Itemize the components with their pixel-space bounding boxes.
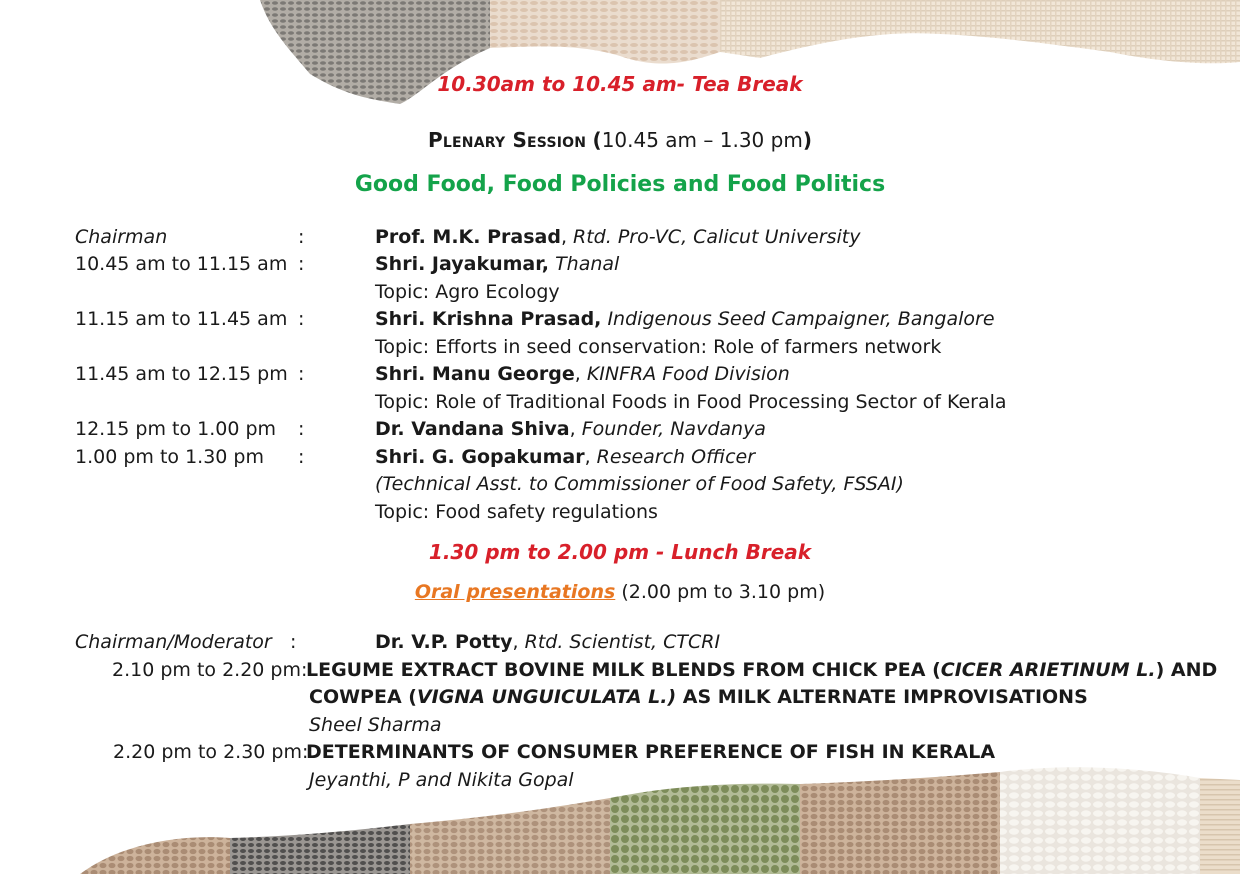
presentation-title-continuation [0,684,1240,711]
speaker-name: Shri. Jayakumar, [375,253,550,275]
speaker-name: Prof. M.K. Prasad [375,226,561,248]
talk-topic: Topic: Efforts in seed conservation: Role of farmers network [375,336,942,358]
title-text: COWPEA ( [309,686,417,708]
speaker-note: (Technical Asst. to Commissioner of Food Safety, FSSAI) [375,473,904,495]
lunch-break-heading: 1.30 pm to 2.00 pm - Lunch Break [428,540,812,564]
talk-topic: Topic: Agro Ecology [375,281,560,303]
presentation-authors: Jeyanthi, P and Nikita Gopal [309,769,574,791]
title-text: AS MILK ALTERNATE IMPROVISATIONS [676,686,1088,708]
schedule-note-row [0,471,1240,498]
presentation-authors: Sheel Sharma [309,714,442,736]
speaker-affiliation: Founder, Navdanya [581,418,766,440]
schedule-colon: : [298,418,305,440]
schedule-row [0,251,1240,278]
presentation-row [0,739,1240,766]
tea-break-heading: 10.30am to 10.45 am- Tea Break [437,72,803,96]
presentation-title-line-1 [306,657,1217,684]
talk-topic: Topic: Food safety regulations [375,501,658,523]
name-separator: , [574,363,587,385]
schedule-topic-row [0,389,1240,416]
scientific-name: CICER ARIETINUM L. [940,659,1156,681]
schedule-time: 11.45 am to 12.15 pm [75,363,288,385]
speaker-affiliation: Indigenous Seed Campaigner, Bangalore [607,308,995,330]
schedule-time: 11.15 am to 11.45 am [75,308,288,330]
schedule-topic-row [0,499,1240,526]
title-text: ) AND [1155,659,1218,681]
schedule-topic-row [0,279,1240,306]
schedule-row [0,444,1240,471]
moderator-name: Dr. V.P. Potty [375,631,513,653]
schedule-colon: : [298,226,305,248]
title-text: LEGUME EXTRACT BOVINE MILK BLENDS FROM CHICK PEA ( [306,659,941,681]
name-separator: , [560,226,574,248]
schedule-colon: : [298,446,305,468]
presentation-row [0,657,1240,684]
schedule-time: 12.15 pm to 1.00 pm [75,418,277,440]
presentation-title: DETERMINANTS OF CONSUMER PREFERENCE OF FISH IN KERALA [306,741,996,763]
plenary-session-time: 10.45 am – 1.30 pm [601,128,803,152]
presentation-time: 2.20 pm to 2.30 pm: [113,741,309,763]
speaker-name: Shri. Manu George [375,363,575,385]
presentation-authors-row [0,712,1240,739]
presentation-time: 2.10 pm to 2.20 pm: [112,659,308,681]
name-separator: , [584,446,597,468]
plenary-open-paren: ( [592,128,602,152]
schedule-colon: : [298,253,305,275]
name-separator: , [569,418,582,440]
schedule-row [0,361,1240,388]
schedule-row-chairman [0,224,1240,251]
plenary-close-paren: ) [802,128,812,152]
schedule-topic-row [0,334,1240,361]
moderator-colon: : [290,631,297,653]
schedule-time: 10.45 am to 11.15 am [75,253,288,275]
schedule-time: 1.00 pm to 1.30 pm [75,446,264,468]
speaker-name: Dr. Vandana Shiva [375,418,570,440]
name-separator: , [512,631,525,653]
session-title: Good Food, Food Policies and Food Politics [354,172,886,197]
speaker-name: Shri. G. Gopakumar [375,446,585,468]
schedule-colon: : [298,363,305,385]
oral-presentations-time: (2.00 pm to 3.10 pm) [615,581,826,603]
speaker-name: Shri. Krishna Prasad, [375,308,602,330]
scientific-name: VIGNA UNGUICULATA L.) [416,686,677,708]
oral-presentations-link[interactable]: Oral presentations [414,581,616,603]
moderator-affiliation: Rtd. Scientist, CTCRI [524,631,721,653]
moderator-row [0,629,1240,656]
speaker-affiliation: Thanal [555,253,620,275]
plenary-session-label: Plenary Session [428,128,587,152]
schedule-colon: : [298,308,305,330]
speaker-affiliation: Rtd. Pro-VC, Calicut University [573,226,861,248]
presentation-title-line-2 [309,684,1088,711]
speaker-affiliation: KINFRA Food Division [586,363,790,385]
schedule-time: Chairman [75,226,168,248]
presentation-authors-row [0,767,1240,794]
talk-topic: Topic: Role of Traditional Foods in Food Processing Sector of Kerala [375,391,1007,413]
schedule-row [0,306,1240,333]
oral-presentations-heading [0,581,1240,603]
moderator-label: Chairman/Moderator [75,631,272,653]
plenary-session-heading [0,128,1240,152]
speaker-affiliation: Research Officer [596,446,756,468]
schedule-row [0,416,1240,443]
